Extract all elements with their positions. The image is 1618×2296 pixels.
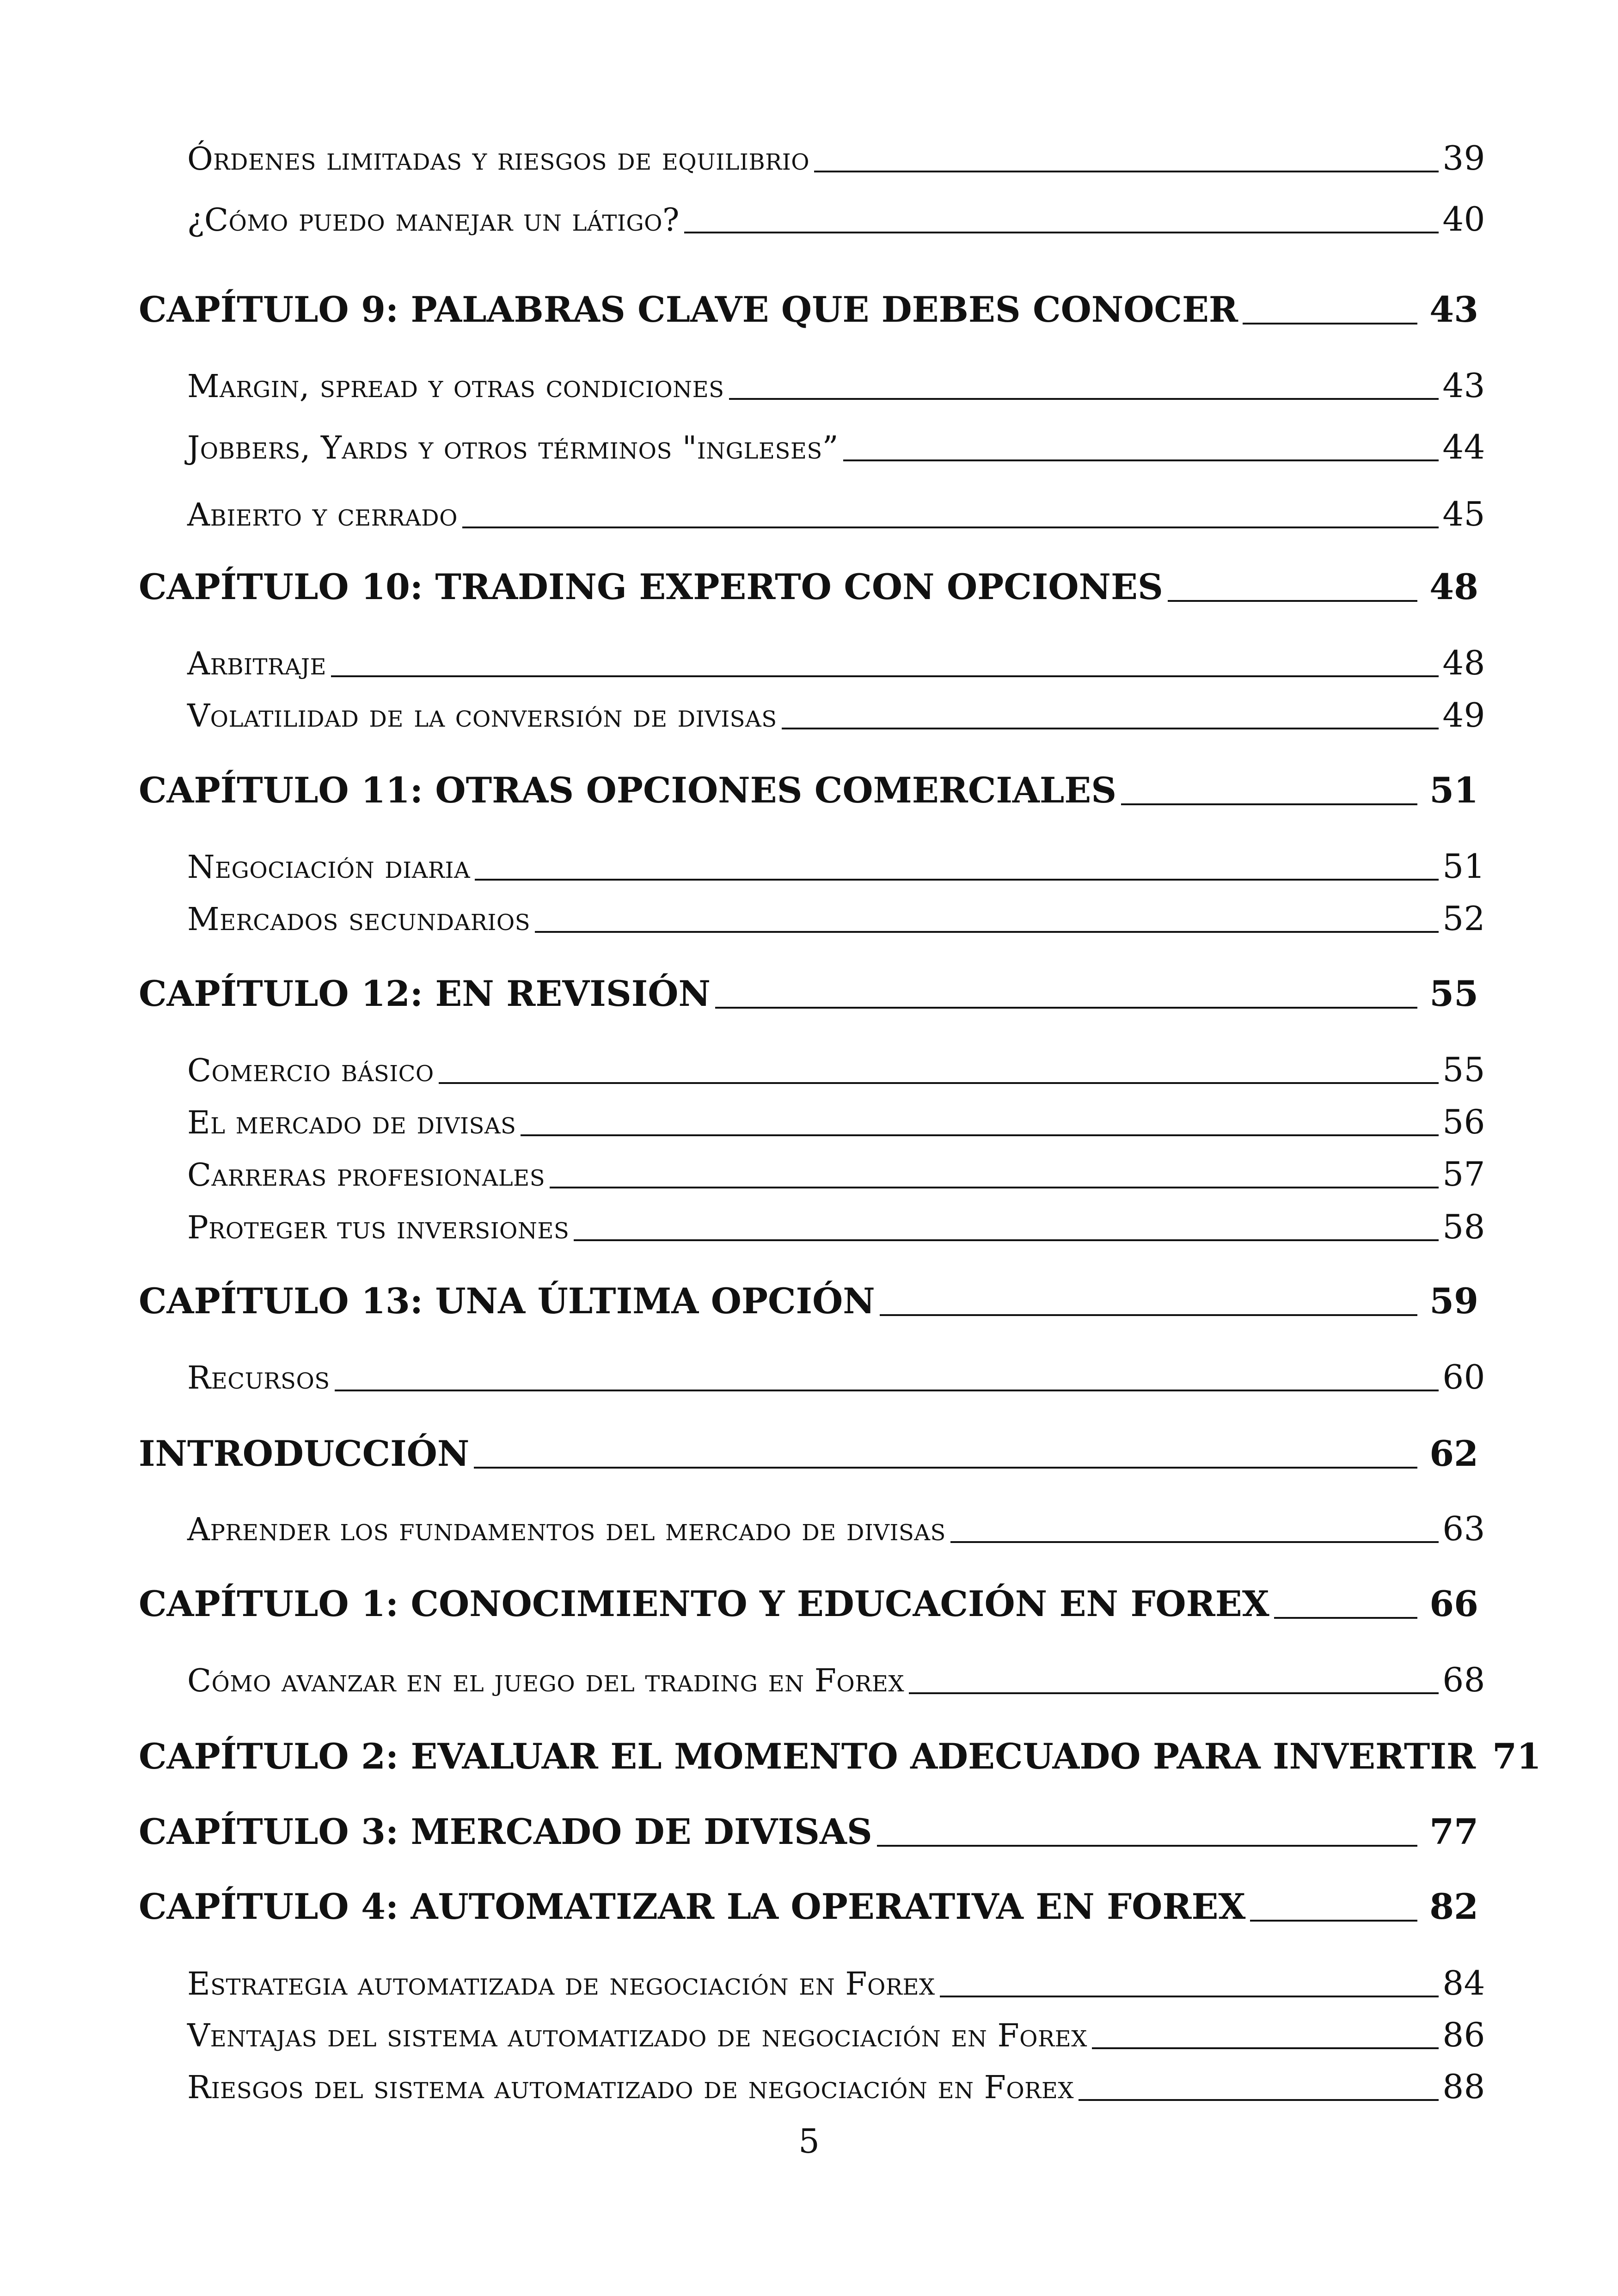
entry-title: El mercado de divisas: [187, 1105, 516, 1141]
entry-page-number: 43: [1442, 366, 1485, 405]
toc-entry-section[interactable]: [187, 1358, 1485, 1396]
dot-leader: [1168, 600, 1417, 602]
toc-entry-section[interactable]: [187, 495, 1485, 533]
dot-leader: [1250, 1920, 1417, 1922]
entry-page-number: 55: [1442, 1050, 1485, 1089]
toc-entry-section[interactable]: [187, 1207, 1485, 1246]
entry-page-number: 55: [1429, 973, 1478, 1014]
toc-entry-section[interactable]: [187, 1660, 1485, 1699]
entry-title: CAPÍTULO 4: AUTOMATIZAR LA OPERATIVA EN FOREX: [139, 1886, 1246, 1927]
toc-entry-section[interactable]: [187, 366, 1485, 405]
entry-title: Abierto y cerrado: [187, 497, 458, 533]
entry-title: ¿Cómo puedo manejar un látigo?: [187, 202, 680, 239]
entry-page-number: 39: [1442, 139, 1485, 178]
entry-title: Jobbers, Yards y otros términos "ingleses”: [187, 430, 839, 466]
dot-leader: [550, 1187, 1439, 1188]
entry-title: Carreras profesionales: [187, 1157, 545, 1194]
entry-title: Ventajas del sistema automatizado de negociación en Forex: [187, 2018, 1087, 2054]
entry-title: Arbitraje: [187, 646, 327, 682]
entry-page-number: 66: [1429, 1583, 1478, 1624]
entry-title: Cómo avanzar en el juego del trading en Forex: [187, 1663, 905, 1699]
toc-entry-chapter[interactable]: [139, 566, 1478, 607]
dot-leader: [1121, 803, 1417, 805]
entry-title: Aprender los fundamentos del mercado de divisas: [187, 1512, 946, 1548]
entry-title: CAPÍTULO 10: TRADING EXPERTO CON OPCIONES: [139, 566, 1163, 607]
toc-entry-chapter[interactable]: [139, 1280, 1478, 1322]
entry-page-number: 51: [1429, 770, 1478, 811]
dot-leader: [877, 1845, 1418, 1847]
dot-leader: [475, 879, 1439, 881]
entry-page-number: 43: [1429, 289, 1478, 330]
toc-entry-chapter[interactable]: [139, 1811, 1478, 1852]
entry-page-number: 49: [1442, 696, 1485, 735]
entry-page-number: 88: [1442, 2067, 1485, 2106]
dot-leader: [814, 171, 1439, 172]
entry-title: CAPÍTULO 13: UNA ÚLTIMA OPCIÓN: [139, 1280, 875, 1322]
entry-page-number: 62: [1429, 1433, 1478, 1474]
entry-page-number: 60: [1442, 1358, 1485, 1396]
dot-leader: [335, 1390, 1439, 1391]
dot-leader: [880, 1314, 1417, 1316]
entry-page-number: 44: [1442, 428, 1485, 466]
toc-entry-section[interactable]: [187, 847, 1485, 886]
toc-entry-chapter[interactable]: [139, 973, 1478, 1014]
entry-title: Proteger tus inversiones: [187, 1210, 570, 1246]
toc-entry-chapter[interactable]: [139, 1736, 1541, 1777]
dot-leader: [1092, 2047, 1439, 2049]
entry-page-number: 82: [1429, 1886, 1478, 1927]
dot-leader: [574, 1239, 1439, 1241]
entry-page-number: 40: [1442, 200, 1485, 239]
dot-leader: [462, 527, 1439, 528]
dot-leader: [950, 1541, 1439, 1543]
entry-page-number: 77: [1429, 1811, 1478, 1852]
entry-page-number: 52: [1442, 899, 1485, 938]
entry-title: CAPÍTULO 3: MERCADO DE DIVISAS: [139, 1811, 872, 1852]
toc-entry-section[interactable]: [187, 643, 1485, 682]
entry-title: Riesgos del sistema automatizado de negociación en Forex: [187, 2069, 1074, 2106]
entry-title: INTRODUCCIÓN: [139, 1433, 470, 1474]
dot-leader: [331, 675, 1439, 677]
toc-entry-chapter[interactable]: [139, 1886, 1478, 1927]
entry-title: CAPÍTULO 2: EVALUAR EL MOMENTO ADECUADO PARA INVERTIR: [139, 1736, 1476, 1777]
toc-entry-chapter[interactable]: [139, 770, 1478, 811]
dot-leader: [729, 398, 1439, 400]
entry-page-number: 48: [1429, 566, 1478, 607]
toc-entry-section[interactable]: [187, 1050, 1485, 1089]
entry-page-number: 68: [1442, 1660, 1485, 1699]
entry-page-number: 58: [1442, 1207, 1485, 1246]
dot-leader: [474, 1467, 1417, 1469]
entry-page-number: 86: [1442, 2015, 1485, 2054]
toc-entry-section[interactable]: [187, 2015, 1485, 2054]
toc-entry-chapter[interactable]: [139, 1583, 1478, 1624]
dot-leader: [439, 1082, 1439, 1084]
entry-page-number: 63: [1442, 1509, 1485, 1548]
entry-title: Negociación diaria: [187, 849, 471, 886]
entry-page-number: 56: [1442, 1102, 1485, 1141]
dot-leader: [1079, 2099, 1439, 2101]
dot-leader: [1274, 1617, 1418, 1619]
toc-entry-section[interactable]: [187, 696, 1485, 735]
dot-leader: [782, 728, 1439, 729]
toc-entry-section[interactable]: [187, 1155, 1485, 1194]
entry-page-number: 57: [1442, 1155, 1485, 1194]
entry-title: Estrategia automatizada de negociación en Forex: [187, 1966, 935, 2002]
toc-entry-section[interactable]: [187, 1102, 1485, 1141]
page-number: 5: [798, 2122, 820, 2161]
dot-leader: [1243, 323, 1417, 325]
dot-leader: [521, 1134, 1439, 1136]
entry-title: CAPÍTULO 9: PALABRAS CLAVE QUE DEBES CONOCER: [139, 289, 1238, 330]
toc-entry-chapter[interactable]: [139, 1433, 1478, 1474]
toc-entry-chapter[interactable]: [139, 289, 1478, 330]
entry-title: Órdenes limitadas y riesgos de equilibrio: [187, 141, 810, 178]
dot-leader: [940, 1996, 1439, 1997]
entry-page-number: 48: [1442, 643, 1485, 682]
dot-leader: [535, 931, 1439, 933]
entry-page-number: 45: [1442, 495, 1485, 533]
toc-entry-section[interactable]: [187, 200, 1485, 239]
toc-entry-section[interactable]: [187, 1509, 1485, 1548]
dot-leader: [843, 459, 1439, 461]
dot-leader: [715, 1007, 1417, 1009]
entry-page-number: 84: [1442, 1964, 1485, 2002]
entry-title: CAPÍTULO 11: OTRAS OPCIONES COMERCIALES: [139, 770, 1117, 811]
dot-leader: [684, 232, 1439, 233]
dot-leader: [909, 1692, 1439, 1694]
entry-title: Margin, spread y otras condiciones: [187, 368, 724, 405]
toc-entry-section[interactable]: [187, 1964, 1485, 2002]
entry-title: CAPÍTULO 12: EN REVISIÓN: [139, 973, 711, 1014]
entry-page-number: 51: [1442, 847, 1485, 886]
entry-title: Recursos: [187, 1360, 330, 1396]
entry-page-number: 71: [1492, 1736, 1541, 1777]
entry-page-number: 59: [1429, 1280, 1478, 1322]
entry-title: Mercados secundarios: [187, 901, 531, 938]
toc-entry-section[interactable]: [187, 2067, 1485, 2106]
toc-entry-section[interactable]: [187, 428, 1485, 466]
entry-title: Volatilidad de la conversión de divisas: [187, 698, 777, 735]
entry-title: Comercio básico: [187, 1053, 434, 1089]
toc-entry-section[interactable]: [187, 899, 1485, 938]
entry-title: CAPÍTULO 1: CONOCIMIENTO Y EDUCACIÓN EN FOREX: [139, 1583, 1269, 1624]
toc-entry-section[interactable]: [187, 139, 1485, 178]
